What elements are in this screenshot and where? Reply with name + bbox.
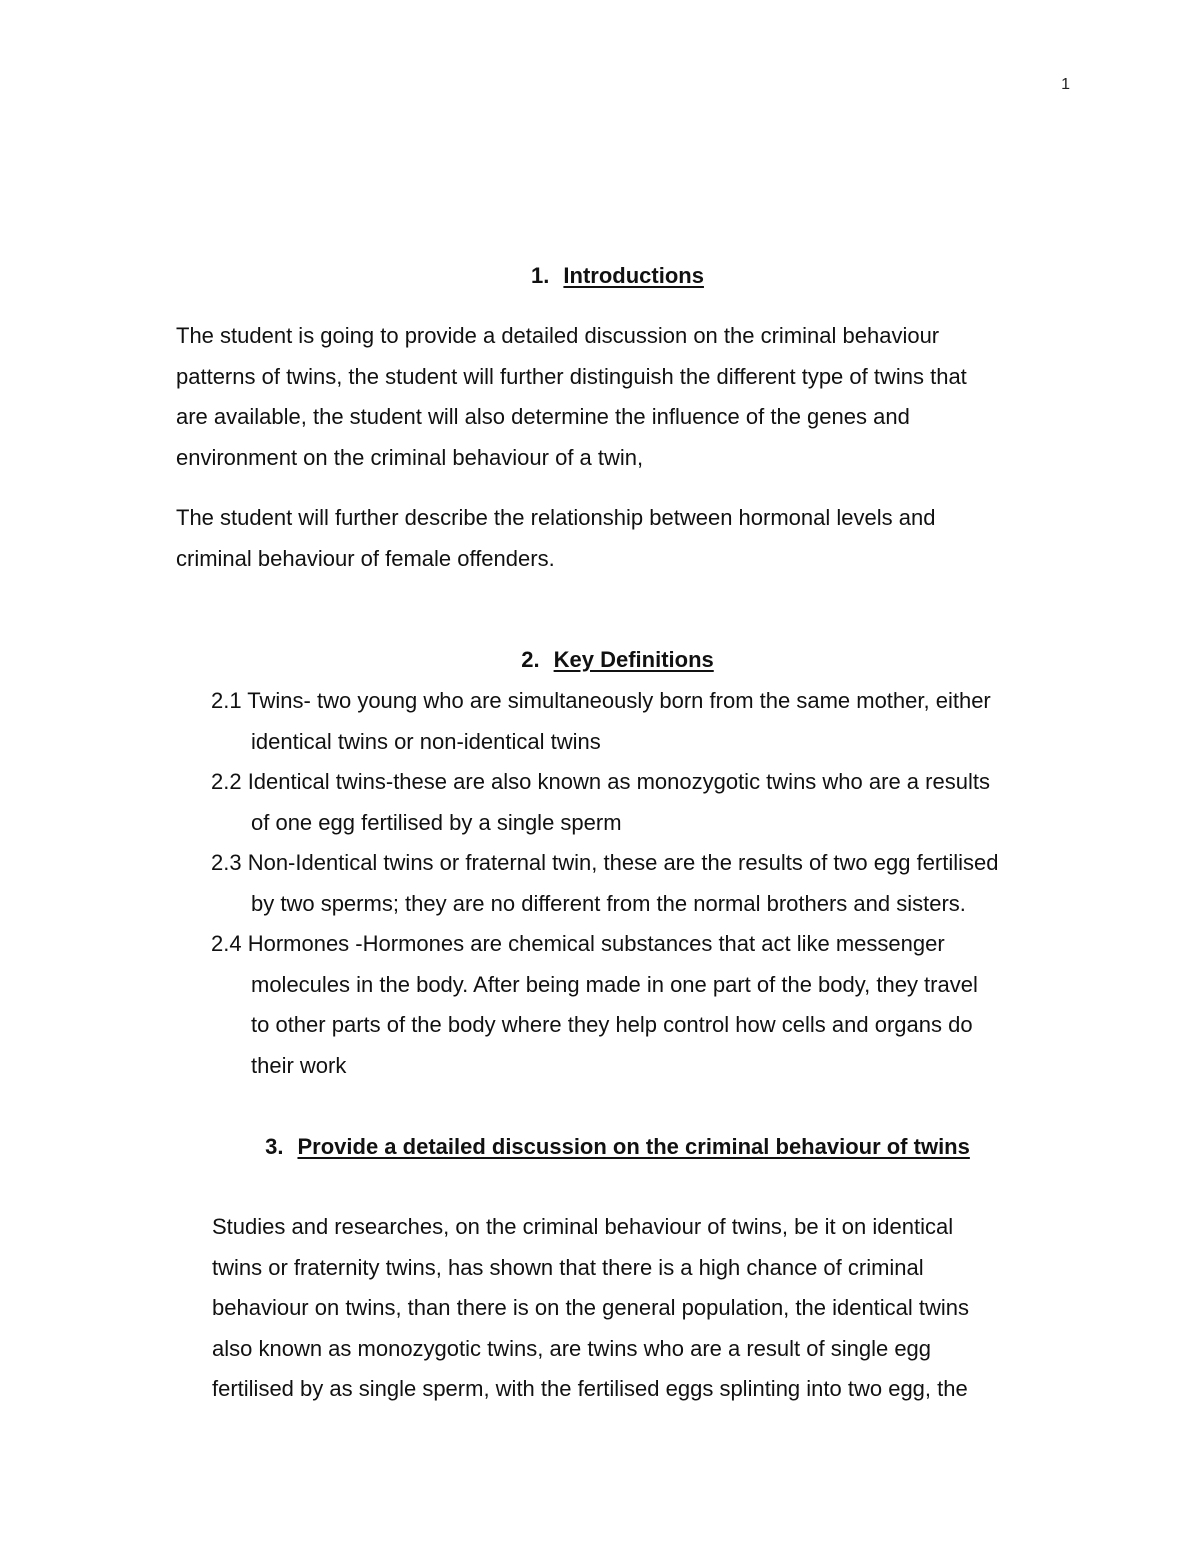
definition-item-twins xyxy=(211,681,999,762)
paragraph-line: The student will further describe the relationship between hormonal levels and xyxy=(176,505,936,530)
definition-line: by two sperms; they are no different from the normal brothers and sisters. xyxy=(251,890,966,916)
definition-item-identical-twins xyxy=(211,762,999,843)
section-heading-key-definitions xyxy=(0,645,1200,675)
paragraph-line: criminal behaviour of female offenders. xyxy=(176,545,555,571)
paragraph-line: environment on the criminal behaviour of a twin, xyxy=(176,444,644,470)
section-title: Introductions xyxy=(563,263,704,288)
paragraph-line: twins or fraternity twins, has shown that there is a high chance of criminal xyxy=(212,1254,924,1280)
definition-line: their work xyxy=(251,1052,347,1078)
definition-line: 2.1 Twins- two young who are simultaneously born from the same mother, either xyxy=(211,688,991,713)
definition-line: 2.3 Non-Identical twins or fraternal twin, these are the results of two egg fertilised xyxy=(211,850,999,875)
section-heading-discussion xyxy=(0,1132,1200,1162)
definition-line: of one egg fertilised by a single sperm xyxy=(251,809,622,835)
paragraph-line: also known as monozygotic twins, are twins who are a result of single egg xyxy=(212,1335,932,1361)
section-number: 1. xyxy=(531,263,550,288)
definition-line: identical twins or non-identical twins xyxy=(251,728,601,754)
definition-line: molecules in the body. After being made in one part of the body, they travel xyxy=(251,971,978,997)
section-number: 2. xyxy=(521,647,540,672)
page-number: 1 xyxy=(1061,76,1070,93)
definition-line: 2.4 Hormones -Hormones are chemical substances that act like messenger xyxy=(211,931,945,956)
definitions-list xyxy=(211,681,999,1086)
paragraph-line: are available, the student will also determine the influence of the genes and xyxy=(176,404,910,429)
paragraph-line: behaviour on twins, than there is on the general population, the identical twins xyxy=(212,1295,970,1320)
paragraph-line: Studies and researches, on the criminal behaviour of twins, be it on identical xyxy=(212,1214,954,1239)
intro-paragraph-2 xyxy=(176,498,935,579)
discussion-paragraph xyxy=(212,1207,969,1410)
section-title: Key Definitions xyxy=(553,647,714,672)
section-title: Provide a detailed discussion on the criminal behaviour of twins xyxy=(297,1134,970,1159)
section-heading-introductions xyxy=(0,261,1200,291)
paragraph-line: The student is going to provide a detailed discussion on the criminal behaviour xyxy=(176,323,940,348)
definition-line: to other parts of the body where they help control how cells and organs do xyxy=(251,1012,973,1037)
paragraph-line: fertilised by as single sperm, with the fertilised eggs splinting into two egg, the xyxy=(212,1376,968,1401)
intro-paragraph-1 xyxy=(176,316,967,478)
paragraph-line: patterns of twins, the student will further distinguish the different type of twins that xyxy=(176,363,967,389)
section-number: 3. xyxy=(265,1134,284,1159)
definition-line: 2.2 Identical twins-these are also known as monozygotic twins who are a results xyxy=(211,769,990,794)
definition-item-non-identical-twins xyxy=(211,843,999,924)
definition-item-hormones xyxy=(211,924,999,1086)
